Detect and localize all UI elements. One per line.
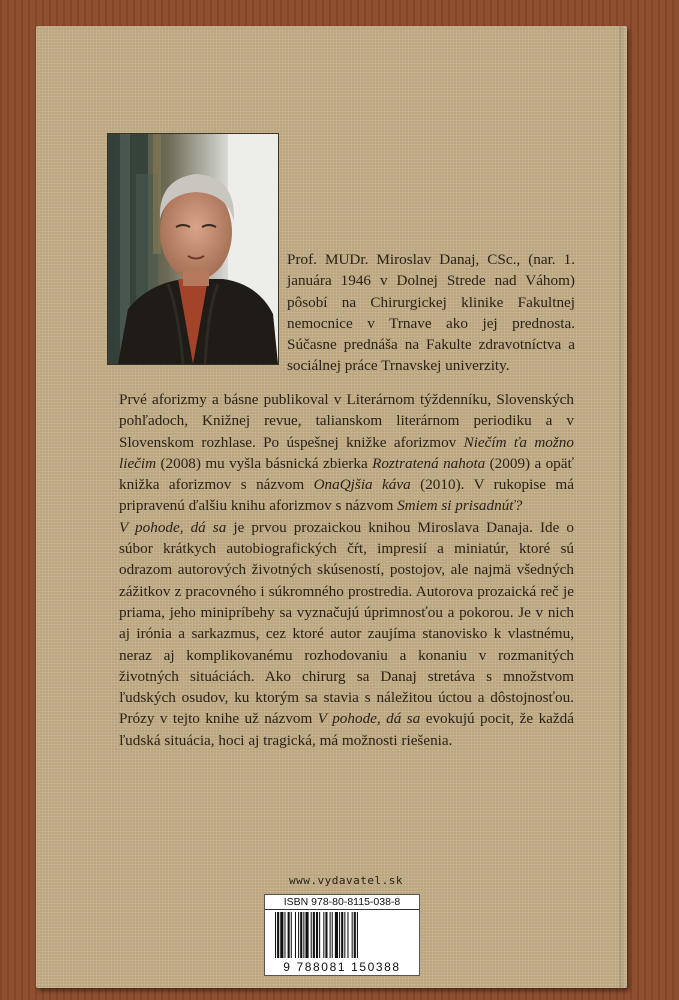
- barcode-digits: 9 788081 150388: [283, 960, 401, 974]
- barcode-bar: [352, 912, 353, 958]
- barcode-bar: [305, 912, 308, 958]
- barcode-bar: [275, 912, 276, 958]
- barcode-bar: [357, 912, 358, 958]
- barcode-bar: [311, 912, 312, 958]
- book-title: V pohode, dá sa: [119, 518, 227, 536]
- barcode-bar: [319, 912, 320, 958]
- book-description: [119, 389, 574, 751]
- book-back-cover: [36, 26, 627, 988]
- barcode-bar: [325, 912, 327, 958]
- barcode-bar: [332, 912, 333, 958]
- barcode-bar: [280, 912, 283, 958]
- barcode-bar: [303, 912, 304, 958]
- barcode-bar: [339, 912, 340, 958]
- barcode-bar: [316, 912, 318, 958]
- book-title: Roztratená nahota: [372, 454, 486, 472]
- cover-edge: [619, 26, 627, 988]
- barcode-bar: [300, 912, 302, 958]
- book-summary-paragraph: [119, 517, 574, 751]
- text-segment: (2010). V rukopise má pripravenú ďalšiu knihu aforizmov s názvom: [119, 476, 574, 515]
- barcode-bar: [313, 912, 315, 958]
- barcode-bar: [344, 912, 345, 958]
- barcode-bar: [347, 912, 348, 958]
- book-title: OnaQjšia káva: [313, 476, 411, 494]
- isbn-label: ISBN 978-80-8115-038-8: [265, 895, 419, 910]
- barcode-graphic: [273, 912, 411, 958]
- barcode-bar: [288, 912, 290, 958]
- publisher-website: www.vydavatel.sk: [289, 874, 403, 887]
- text-segment: (2009) a opäť knižka aforizmov s názvom: [119, 454, 574, 494]
- barcode-bar: [330, 912, 331, 958]
- author-bio-intro: Prof. MUDr. Miroslav Danaj, CSc., (nar. 1. januára 1946 v Dolnej Strede nad Váhom) pôsobí na Chirurgickej klinike Fakultnej nemocnice v Trnave ako jej prednosta. Súčasne prednáša na Fakulte zdravotníctva a sociálnej práce Trnavskej univerzity.: [287, 251, 575, 375]
- text-segment: (2008) mu vyšla básnická zbierka: [156, 454, 373, 472]
- book-title: V pohode, dá sa: [317, 710, 421, 728]
- author-photo: [107, 133, 279, 365]
- author-portrait-image: [108, 134, 278, 364]
- text-segment: Prvé aforizmy a básne publikoval v Literárnom týždenníku, Slovenských pohľadoch, Knižnej revue, talianskom literárnom periodiku a v Slovenskom rozhlase. Po úspešnej knižke aforizmov: [119, 391, 574, 451]
- text-segment: je prvou prozaickou knihou Miroslava Danaja. Ide o súbor krátkych autobiografických čŕt, impresií a miniatúr, ktoré sú odrazom autorových životných skúseností, postojov, ale najmä všedných zážitkov z pracovného i súkromného prostredia. Autorova prozaická reč je priama, jeho minipríbehy sa vyznačujú úprimnosťou a pokorou. Je v nich aj irónia a sarkazmus, cez ktoré autor zaujíma stanovisko k vlastnému, neraz aj komplikovanému rozhodovaniu a konaniu v rozmanitých životných situáciách. Ako chirurg sa Danaj stretáva s množstvom ľudských osudov, ku ktorým sa stavia s náležitou úctou a dôstojnosťou. Prózy v tejto knihe už názvom: [119, 518, 575, 728]
- author-publications-paragraph: [119, 389, 574, 517]
- barcode-bar: [277, 912, 279, 958]
- isbn-barcode-block: [264, 894, 420, 976]
- barcode-bar: [295, 912, 296, 958]
- text-segment: evokujú pocit, že každá ľudská situácia, hoci aj tragická, má možnosti riešenia.: [119, 710, 574, 749]
- barcode-bar: [284, 912, 285, 958]
- barcode-bar: [354, 912, 356, 958]
- book-title: Niečím ťa možno liečim: [119, 433, 574, 472]
- barcode-bar: [323, 912, 324, 958]
- barcode-bar: [335, 912, 338, 958]
- barcode-bar: [341, 912, 343, 958]
- book-title: Smiem si prisadnúť?: [397, 497, 523, 515]
- barcode-bar: [298, 912, 299, 958]
- barcode-bar: [291, 912, 292, 958]
